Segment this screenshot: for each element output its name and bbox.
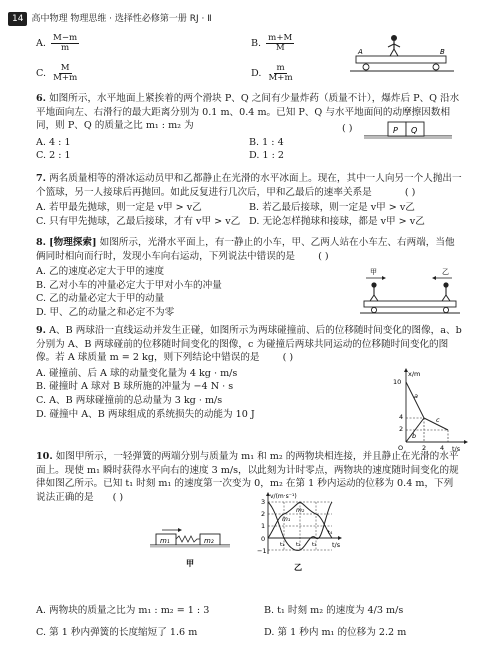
q10-options — [36, 604, 462, 639]
ytick-1: 1 — [261, 522, 266, 530]
q6-option-d: D. 1 : 2 — [249, 150, 284, 162]
spring — [176, 536, 200, 542]
xtick-t3: t₃ — [312, 542, 317, 548]
q8-cart-figure — [360, 266, 460, 318]
q9-option-a: A. 碰撞前、后 A 球的动量变化量为 4 kg · m/s — [36, 367, 238, 379]
label-b: B — [440, 48, 445, 56]
ytick-10: 10 — [393, 378, 402, 386]
y-axis-label: x/m — [408, 370, 421, 378]
ytick-4: 4 — [399, 413, 404, 421]
q8-stem: 8. [物理探索] 如图所示，光滑水平面上，有一静止的小车，甲、乙两人站在小车左、右两端，当他俩同时相向而行时，发现小车向右运动，下列说法中错误的是 ( ) — [36, 237, 455, 262]
caption-jia: 甲 — [186, 559, 194, 568]
q10-spring-figure — [150, 526, 230, 570]
ytick-3: 3 — [261, 498, 266, 506]
q5-option-c: C. $\frac{M}{M+m}$ — [36, 63, 78, 84]
q6-blocks-figure — [364, 116, 452, 140]
xtick-4: 4 — [440, 444, 445, 452]
q10-option-a: A. 两物块的质量之比为 m₁ : m₂ = 1 : 3 — [36, 605, 210, 616]
q9-xt-graph — [392, 368, 468, 452]
person-jia-head — [371, 282, 376, 287]
q7-option-c: C. 只有甲先抛球，乙最后接球，才有 v甲 > v乙 — [36, 215, 241, 227]
arrow-head — [382, 276, 386, 280]
cart-wheel — [363, 64, 369, 70]
q7-option-b: B. 若乙最后接球，则一定是 v甲 > v乙 — [249, 202, 415, 214]
label-m2: m₂ — [204, 537, 214, 545]
series-c-label: c — [436, 416, 440, 424]
xtick-t1: t₁ — [280, 542, 285, 548]
q5-option-b: B. $\frac{m+M}{M}$ — [251, 33, 293, 54]
q7-option-a: A. 若甲最先抛球，则一定是 v甲 > v乙 — [36, 202, 202, 214]
line-a — [406, 382, 424, 418]
page-number: 14 — [8, 12, 27, 27]
q8-tag: [物理探索] — [49, 237, 97, 248]
arrow-head — [432, 276, 436, 280]
q10-option-d: D. 第 1 秒内 m₁ 的位移为 2.2 m — [264, 626, 407, 638]
q9-stem: 9. A、B 两球沿一直线运动并发生正碰，如图所示为两球碰撞前、后的位移随时间变化的图像，a、b 分别为 A、B 两球碰前的位移随时间变化的图像，c 为碰撞后两球共同运动的位移随时间变化的图像。若 A 球质量 m = 2 kg，则下列结论中错误的是 ( ) — [36, 325, 462, 364]
person-leg — [394, 49, 398, 56]
ytick-2: 2 — [261, 510, 266, 518]
label-jia: 甲 — [370, 268, 377, 276]
person-leg — [390, 49, 394, 56]
y-axis-label: v/(m·s⁻¹) — [270, 493, 297, 500]
q6-stem: 6. 如图所示，水平地面上紧挨着的两个滑块 P、Q 之间有少量炸药（质量不计），爆炸后 P、Q 沿水平地面向左、右滑行的最大距离分别为 0.1 m、0.4 m。已知 P、Q 与水平地面间的动摩擦因数相同，则 P、Q 的质量之比 m₁ : m₂ 为 — [36, 93, 460, 132]
xtick-t4: t₄ — [328, 530, 333, 536]
q9-option-c: C. A、B 两球碰撞前的总动量为 3 kg · m/s — [36, 395, 223, 407]
q9-option-d: D. 碰撞中 A、B 两球组成的系统损失的动能为 10 J — [36, 408, 255, 420]
q5-cart-figure — [350, 34, 454, 74]
q10 — [36, 450, 462, 504]
q10-option-c: C. 第 1 秒内弹簧的长度缩短了 1.6 m — [36, 626, 198, 638]
q8-option-a: A. 乙的速度必定大于甲的速度 — [36, 266, 165, 278]
series-b-label: b — [412, 432, 417, 440]
label-a: A — [358, 48, 363, 56]
series-a-label: a — [414, 392, 418, 400]
cart-body — [364, 301, 456, 307]
person-yi-head — [443, 282, 448, 287]
q6-option-b: B. 1 : 4 — [249, 136, 284, 148]
q8-option-d: D. 甲、乙的动量之和必定不为零 — [36, 307, 175, 319]
q5-option-d: D. $\frac{m}{M+m}$ — [251, 63, 293, 84]
cart-wheel — [433, 64, 439, 70]
q6-option-c: C. 2 : 1 — [36, 150, 71, 162]
header-title: 高中物理 物理思维 · 选择性必修第一册 RJ · Ⅱ — [31, 13, 212, 24]
q10-vt-graph — [252, 490, 344, 574]
label-p: P — [393, 126, 398, 135]
x-axis-label: t/s — [452, 445, 461, 452]
origin-label: O — [398, 444, 404, 452]
q10-stem: 10. 如图甲所示，一轻弹簧的两端分别与质量为 m₁ 和 m₂ 的两物块相连接，并且静止在光滑的水平面上。现使 m₁ 瞬时获得水平向右的速度 3 m/s，以此刻为计时零点，两物块的速度随时间变化的规律如图乙所示。已知 t₁ 时刻 m₁ 的速度第一次变为 0，m₂ 在第 1 秒内运动的位移为 0.4 m，下列说法正确的是 ( ) — [36, 451, 459, 503]
label-yi: 乙 — [442, 268, 449, 276]
q9-option-b: B. 碰撞时 A 球对 B 球所施的冲量为 −4 N · s — [36, 381, 234, 393]
cart-body — [356, 56, 446, 63]
ytick-0: 0 — [261, 535, 266, 543]
q7-option-d: D. 无论怎样抛球和接球，都是 v甲 > v乙 — [249, 215, 425, 227]
q7 — [36, 172, 462, 228]
ytick-neg1: −1 — [257, 547, 267, 555]
person-head — [391, 35, 397, 41]
person-arm — [388, 44, 394, 47]
person-arm — [394, 44, 400, 47]
label-q: Q — [411, 126, 418, 135]
q7-stem: 7. 两名质量相等的滑冰运动员甲和乙都静止在光滑的水平冰面上。现在，其中一人向另一个人抛出一个篮球，另一人接球后再抛回。如此反复进行几次后，甲和乙最后的速率关系是 ( ) — [36, 173, 462, 198]
q8-option-b: B. 乙对小车的冲量必定大于甲对小车的冲量 — [36, 279, 222, 291]
q6-answer-paren: ( ) — [342, 123, 353, 134]
q8-option-c: C. 乙的动量必定大于甲的动量 — [36, 293, 165, 305]
q10-option-b: B. t₁ 时刻 m₂ 的速度为 4/3 m/s — [264, 605, 404, 616]
ytick-2: 2 — [399, 425, 404, 433]
curve-m2-label: m₂ — [296, 507, 305, 514]
x-axis-label: t/s — [332, 541, 341, 549]
page-header — [8, 10, 472, 28]
label-m1: m₁ — [160, 537, 170, 545]
xtick-2: 2 — [422, 444, 427, 452]
curve-m1-label: m₁ — [282, 516, 291, 523]
q6-option-a: A. 4 : 1 — [36, 136, 71, 148]
xtick-t2: t₂ — [296, 542, 301, 548]
caption-yi: 乙 — [294, 563, 302, 572]
q5-option-a: A. $\frac{M-m}{m}$ — [36, 33, 78, 54]
